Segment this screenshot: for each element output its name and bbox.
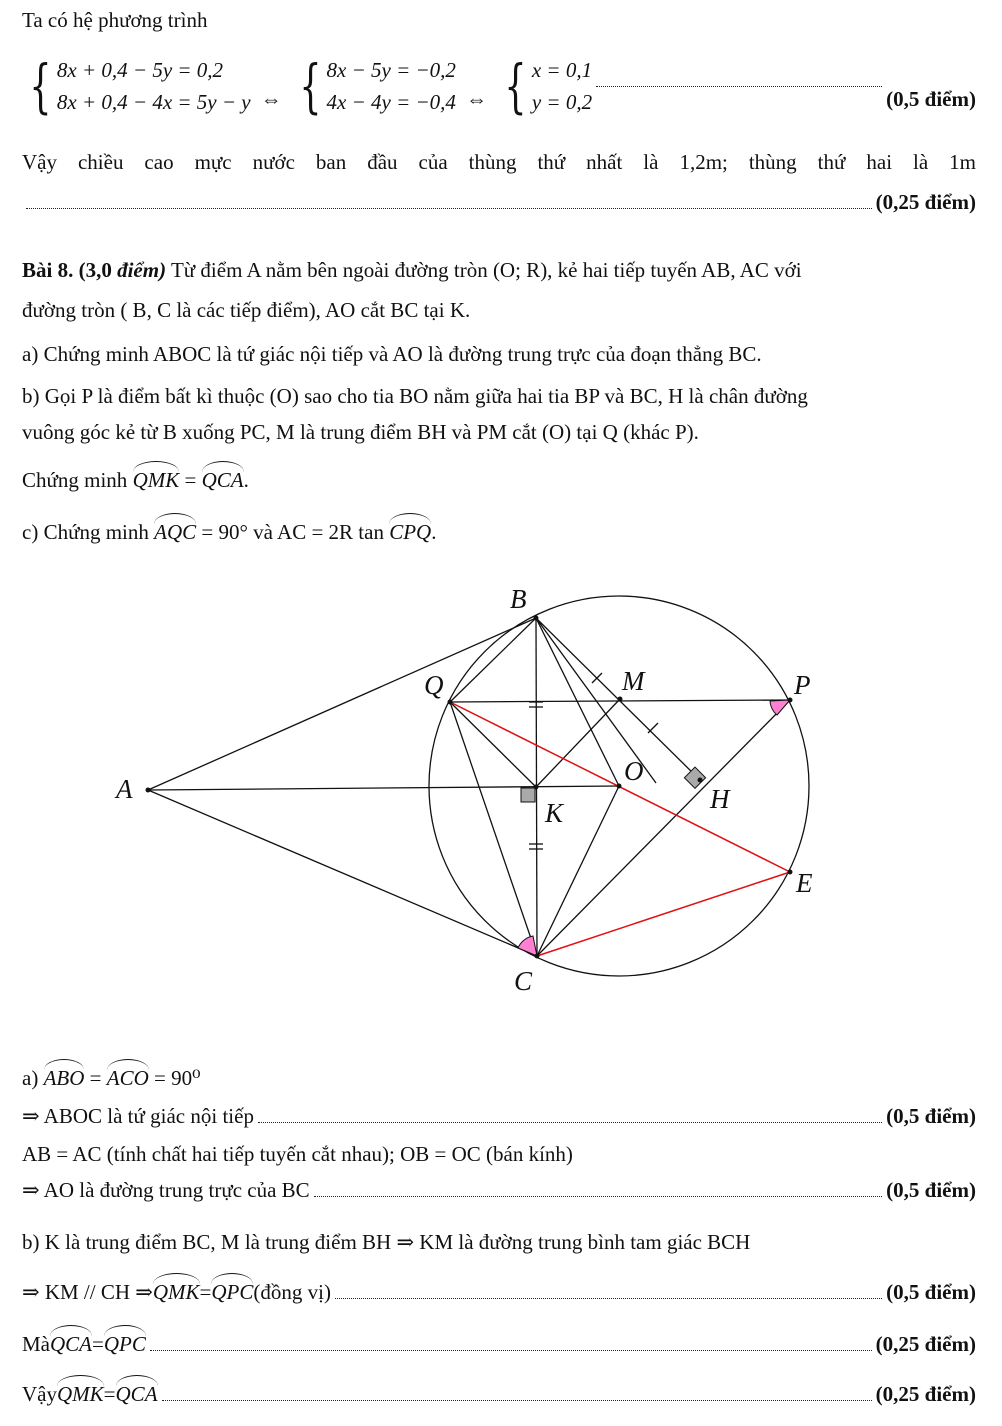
intro-text: Ta có hệ phương trình [22,8,208,32]
problem-line-2: đường tròn ( B, C là các tiếp điểm), AO cắt BC tại K. [22,298,471,322]
solution-b-4: Vậy QMK = QCA (0,25 điểm) [22,1382,976,1406]
label-h: H [710,784,730,814]
score: (0,5 điểm) [886,1178,976,1202]
right-angle-h [684,767,705,788]
right-angle-k [521,788,535,802]
segment-qk [450,702,536,787]
system-2: { 8x − 5y = −0,2 4x − 4y = −0,4 [299,52,456,120]
label-k: K [545,798,564,828]
score: (0,25 điểm) [875,1332,976,1356]
solution-a-3: ⇒ AO là đường trung trực của BC (0,5 điểm) [22,1178,976,1202]
label-o: O [624,756,644,786]
solution-b-1: b) K là trung điểm BC, M là trung điểm BH ⇒ KM là đường trung bình tam giác BCH [22,1230,751,1254]
segment-pc [537,700,790,956]
solution-b-3: Mà QCA = QPC (0,25 điểm) [22,1332,976,1356]
score: (0,5 điểm) [886,1280,976,1304]
segment-km [536,699,620,787]
label-a: A [116,774,133,804]
problem-part-b-2: vuông góc kẻ từ B xuống PC, M là trung điểm BH và PM cắt (O) tại Q (khác P). [22,420,699,444]
problem-part-b-3: Chứng minh QMK = QCA. [22,468,249,492]
conclusion-text: Vậy chiều cao mực nước ban đầu của thùng thứ nhất là 1,2m; thùng thứ hai là 1m [22,150,976,174]
label-e: E [796,868,813,898]
equation-system: { 8x + 0,4 − 5y = 0,2 8x + 0,4 − 4x = 5y − y ⇔ { 8x − 5y = −0,2 4x − 4y = −0,4 ⇔ { x = 0,1 y = 0,2 (0,5 điểm) [22,54,976,118]
tick-mh [648,723,658,733]
score: (0,25 điểm) [875,190,976,214]
solution-a-2: AB = AC (tính chất hai tiếp tuyến cắt nhau); OB = OC (bán kính) [22,1142,573,1166]
segment-qc [450,702,537,956]
label-q: Q [424,670,444,700]
segment-bq [450,618,536,702]
segment-ce [537,872,790,956]
solution-a-heading: a) ABO = ACO = 90⁰ [22,1066,201,1090]
system-3: { x = 0,1 y = 0,2 [504,52,593,120]
segment-ao [148,786,619,790]
score: (0,25 điểm) [875,1382,976,1406]
tangent-ab [148,618,536,790]
solution-b-2: ⇒ KM // CH ⇒ QMK = QPC (đồng vị) (0,5 điểm) [22,1280,976,1304]
problem-part-c: c) Chứng minh AQC = 90° và AC = 2R tan CPQ. [22,520,437,544]
geometry-figure [0,570,1002,1030]
score: (0,5 điểm) [886,87,976,111]
problem-line-1: Bài 8. (3,0 điểm) Từ điểm A nằm bên ngoài đường tròn (O; R), kẻ hai tiếp tuyến AB, AC với [22,258,802,282]
problem-part-b-1: b) Gọi P là điểm bất kì thuộc (O) sao cho tia BO nằm giữa hai tia BP và BC, H là chân đường [22,384,808,408]
score: (0,5 điểm) [886,1104,976,1128]
angle-mark-p [770,700,790,715]
label-b: B [510,584,527,614]
system-1: { 8x + 0,4 − 5y = 0,2 8x + 0,4 − 4x = 5y − y [29,52,251,120]
tangent-ac [148,790,537,956]
conclusion-score-row [22,190,976,215]
problem-part-a: a) Chứng minh ABOC là tứ giác nội tiếp và AO là đường trung trực của đoạn thẳng BC. [22,342,762,366]
label-c: C [514,966,533,996]
label-p: P [794,670,811,700]
solution-a-1: ⇒ ABOC là tứ giác nội tiếp (0,5 điểm) [22,1104,976,1128]
label-m: M [622,666,645,696]
